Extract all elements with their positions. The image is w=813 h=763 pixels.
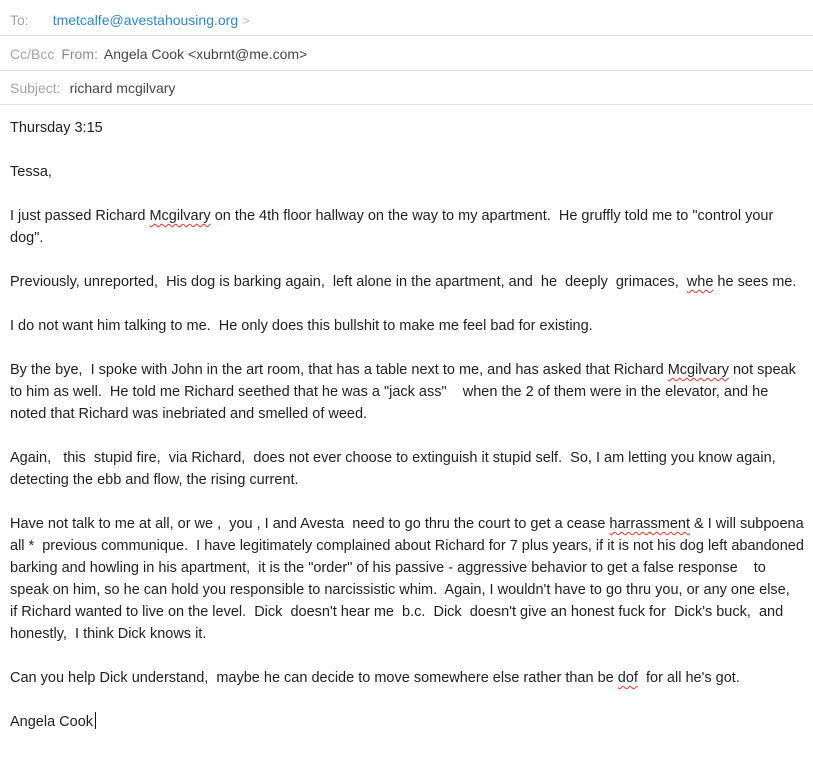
text-run: I just passed Richard <box>10 208 150 224</box>
text-run: Have not talk to me at all, or we , you , I and Avesta need to go thru the court to get a cease <box>10 516 610 532</box>
to-recipient-token[interactable]: tmetcalfe@avestahousing.org <box>52 12 239 28</box>
message-paragraph-3: I do not want him talking to me. He only does this bullshit to make me feel bad for existing. <box>10 318 593 334</box>
message-paragraph-4 <box>10 359 805 425</box>
misspelled-word[interactable]: Mcgilvary <box>667 362 729 378</box>
misspelled-word[interactable]: dof <box>617 670 638 686</box>
ccbcc-label[interactable]: Cc/Bcc <box>10 46 55 62</box>
text-run: Can you help Dick understand, maybe he can decide to move somewhere else rather than be <box>10 670 618 686</box>
message-greeting: Tessa, <box>10 164 52 180</box>
to-label: To: <box>10 12 29 28</box>
message-paragraph-6 <box>10 513 812 645</box>
from-label: From: <box>61 46 98 62</box>
text-run: on the 4th floor hallway on the way to my apartment. He gruffly told me to "control your dog". <box>10 208 778 246</box>
message-paragraph-2 <box>10 271 805 293</box>
message-time-line: Thursday 3:15 <box>10 120 103 136</box>
text-run: not speak to him as well. He told me Richard seethed that he was a "jack ass" when the 2 of them were in the elevator, and he noted that Richard was inebriated and smelled of weed. <box>10 362 800 422</box>
subject-label: Subject: <box>10 80 61 96</box>
chevron-right-icon[interactable]: > <box>242 12 250 28</box>
message-paragraph-1 <box>10 205 805 249</box>
misspelled-word[interactable]: Mcgilvary <box>149 208 211 224</box>
message-signature <box>10 711 805 733</box>
subject-input[interactable]: richard mcgilvary <box>69 80 176 96</box>
text-run: for all he's got. <box>637 670 740 686</box>
ccbcc-from-row[interactable] <box>0 38 813 71</box>
misspelled-word[interactable]: harrassment <box>609 516 691 532</box>
text-run: Previously, unreported, His dog is barking again, left alone in the apartment, and he deeply grimaces, <box>10 274 687 290</box>
subject-row[interactable] <box>0 72 813 105</box>
text-run: By the bye, I spoke with John in the art room, that has a table next to me, and has asked that Richard <box>10 362 668 378</box>
misspelled-word[interactable]: whe <box>686 274 714 290</box>
to-field-row[interactable] <box>0 5 813 36</box>
message-paragraph-7 <box>10 667 805 689</box>
text-run: he sees me. <box>713 274 797 290</box>
text-cursor <box>95 712 96 729</box>
from-account-select[interactable]: Angela Cook <xubrnt@me.com> <box>103 46 308 62</box>
signature-text: Angela Cook <box>10 714 94 730</box>
text-run: & I will subpoena all * previous communique. I have legitimately complained about Richard for 7 plus years, if it is not his dog left abandoned barking and howling in his apartment, it is the "order" of his passive - aggressive behavior to get a false response to speak on him, so he can hold you responsible to narcissistic whim. Again, I wouldn't have to go thru you, or any one else, if Richard wanted to live on the level. Dick doesn't hear me b.c. Dick doesn't give an honest fuck for Dick's buck, and honestly, I think Dick knows it. <box>10 516 812 642</box>
message-paragraph-5: Again, this stupid fire, via Richard, does not ever choose to extinguish it stupid self. So, I am letting you know again, detecting the ebb and flow, the rising current. <box>10 450 784 488</box>
message-body-editor[interactable] <box>10 117 812 733</box>
